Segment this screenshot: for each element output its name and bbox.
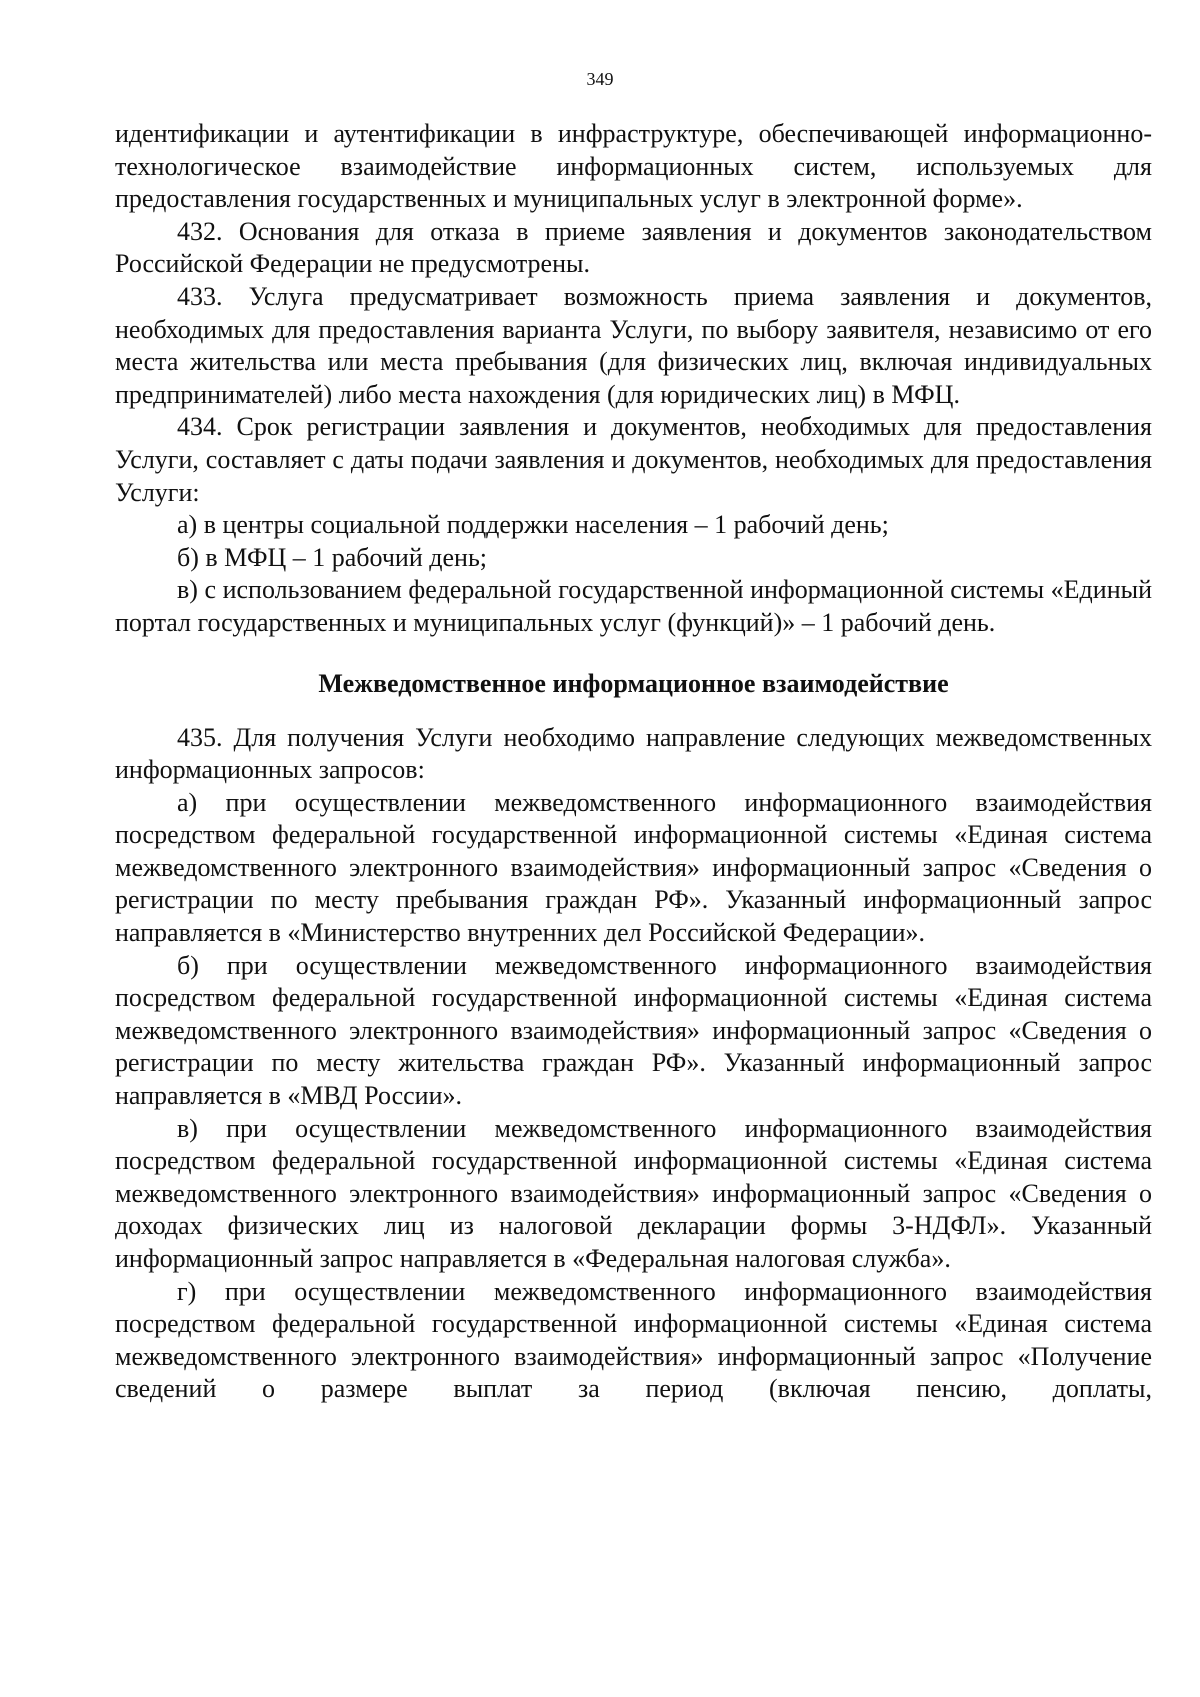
paragraph-434: 434. Срок регистрации заявления и документов, необходимых для предоставления Услуги, составляет с даты подачи заявления и документов, необходимых для предоставления Услуги:	[115, 412, 1152, 507]
document-body	[115, 118, 1152, 1406]
paragraph-435: 435. Для получения Услуги необходимо направление следующих межведомственных информационных запросов:	[115, 722, 1152, 785]
list-item-434-b: б) в МФЦ – 1 рабочий день;	[177, 542, 488, 572]
list-item-435-v: в) при осуществлении межведомственного информационного взаимодействия посредством федеральной государственной информационной системы «Единая система межведомственного электронного взаимодействия» информационный запрос «Сведения о доходах физических лиц из налоговой декларации формы 3-НДФЛ». Указанный информационный запрос направляется в «Федеральная налоговая служба».	[115, 1113, 1152, 1273]
page-number: 349	[586, 69, 614, 89]
list-item-435-g: г) при осуществлении межведомственного информационного взаимодействия посредством федеральной государственной информационной системы «Единая система межведомственного электронного взаимодействия» информационный запрос «Получение сведений о размере выплат за период (включая пенсию, доплаты,	[115, 1276, 1152, 1404]
section-heading: Межведомственное информационное взаимодействие	[318, 668, 949, 698]
list-item-434-a: а) в центры социальной поддержки населения – 1 рабочий день;	[177, 510, 889, 540]
list-item-435-b: б) при осуществлении межведомственного информационного взаимодействия посредством федеральной государственной информационной системы «Единая система межведомственного электронного взаимодействия» информационный запрос «Сведения о регистрации по месту жительства граждан РФ». Указанный информационный запрос направляется в «МВД России».	[115, 950, 1152, 1111]
paragraph-continuation: идентификации и аутентификации в инфраструктуре, обеспечивающей информационно-технологическое взаимодействие информационных систем, используемых для предоставления государственных и муниципальных услуг в электронной форме».	[115, 119, 1152, 214]
list-item-435-a: а) при осуществлении межведомственного информационного взаимодействия посредством федеральной государственной информационной системы «Единая система межведомственного электронного взаимодействия» информационный запрос «Сведения о регистрации по месту пребывания граждан РФ». Указанный информационный запрос направляется в «Министерство внутренних дел Российской Федерации».	[115, 787, 1152, 948]
paragraph-433: 433. Услуга предусматривает возможность приема заявления и документов, необходимых для предоставления варианта Услуги, по выбору заявителя, независимо от его места жительства или места пребывания (для физических лиц, включая индивидуальных предпринимателей) либо места нахождения (для юридических лиц) в МФЦ.	[115, 281, 1152, 409]
list-item-434-v: в) с использованием федеральной государственной информационной системы «Единый портал государственных и муниципальных услуг (функций)» – 1 рабочий день.	[115, 575, 1152, 637]
paragraph-432: 432. Основания для отказа в приеме заявления и документов законодательством Российской Федерации не предусмотрены.	[115, 216, 1152, 279]
